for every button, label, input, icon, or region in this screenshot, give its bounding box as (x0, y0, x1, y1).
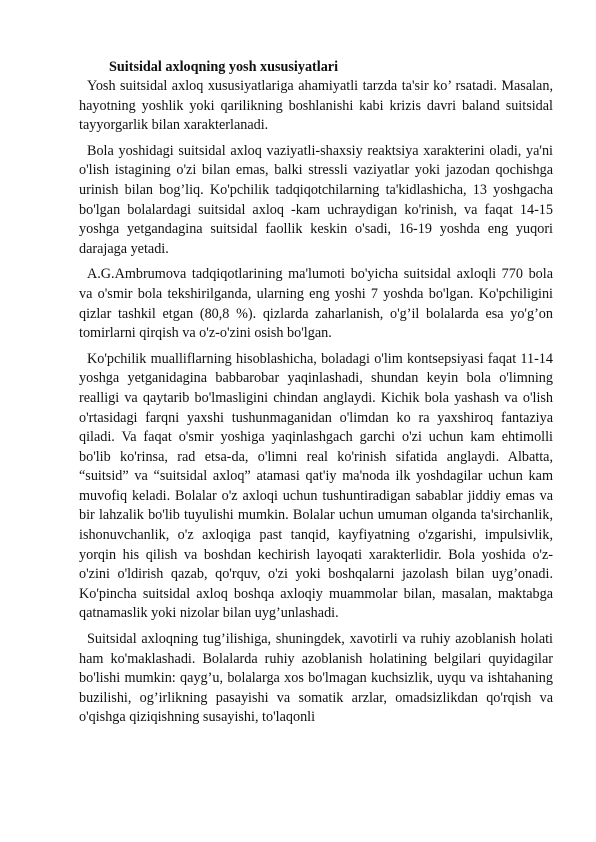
paragraph: Suitsidal axloqning tug’ilishiga, shuningdek, xavotirli va ruhiy azoblanish holati ham ko'maklashadi. Bolalarda ruhiy azoblanish holatining belgilari quyidagilar bo'lishi mumkin: qayg’u, bolalarga xos bo'lmagan kuchsizlik, uyqu va ishtahaning buzilishi, og’irlikning pasayishi va somatik arzlar, omadsizlikdan qo'rqish va o'qishga qiziqishning susayishi, to'laqonli (79, 631, 553, 726)
paragraph: Ko'pchilik mualliflarning hisoblashicha, boladagi o'lim kontsepsiyasi faqat 11-14 yoshga yetganidagina babbarobar yaqinlashadi, shundan keyin bola o'limning realligi va qaytarib bo'lmasligini chindan anglaydi. Kichik bola yashash va o'lish o'rtasidagi farqni yaxshi tushunmaganidan o'limdan ko ra yaxshiroq fantaziya qiladi. Va faqat o'smir yoshiga yaqinlashgach garchi o'zi uchun kam ehtimolli bo'lib ko'rinsa, rad etsa-da, o'limni real ko'rinish sifatida anglaydi. Albatta, “suitsid” va “suitsidal axloq” atamasi qat'iy ma'noda ilk yoshdagilar uchun kam muvofiq keladi. Bolalar o'z axloqi uchun tushuntiradigan sabablar jiddiy emas va bir lahzalik bo'lib tuyulishi mumkin. Bolalar uchun umuman olganda ta'sirchanlik, ishonuvchanlik, o'z axloqiga past tanqid, kayfiyatning o'zgarishi, impulsivlik, yorqin his qilish va boshdan kechirish layoqati xarakterlidir. Bola yoshida o'z- o'zini o'ldirish qazab, qo'rquv, o'zi yoki boshqalarni jazolash bilan uyg’onadi. Ko'pincha suitsidal axloq boshqa axloqiy muammolar bilan, masalan, maktabga qatnamaslik yoki nizolar bilan uyg’unlashadi. (79, 350, 553, 622)
document-body (79, 58, 553, 734)
section-title: Suitsidal axloqning yosh xususiyatlari (109, 59, 339, 75)
paragraph: A.G.Ambrumova tadqiqotlarining ma'lumoti bo'yicha suitsidal axloqli 770 bola va o'smir bola tekshirilganda, ularning eng yoshi 7 yoshda bo'lgan. Ko'pchiligini qizlar tashkil etgan (80,8 %). qizlarda zaharlanish, o'g’il bolalarda esa yo'g’on tomirlarni qirqish va o'z-o'zini osish bo'lgan. (79, 266, 553, 342)
paragraph: Bola yoshidagi suitsidal axloq vaziyatli-shaxsiy reaktsiya xarakterini oladi, ya'ni o'lish istagining o'zi bilan emas, balki stressli vaziyatlar yoki jazodan qochishga urinish bilan bog’liq. Ko'pchilik tadqiqotchilarning ta'kidlashicha, 13 yoshgacha bo'lgan bolalardagi suitsidal axloq -kam uchraydigan ko'rinish, va faqat 14-15 yoshga yetgandagina suitsidal faollik keskin o'sadi, 16-19 yoshda eng yuqori darajaga yetadi. (79, 142, 553, 257)
paragraph: Yosh suitsidal axloq xususiyatlariga ahamiyatli tarzda ta'sir ko’ rsatadi. Masalan, hayotning yoshlik yoki qarilikning boshlanishi kabi krizis davri baland suitsidal tayyorgarlik bilan xarakterlanadi. (79, 78, 553, 134)
